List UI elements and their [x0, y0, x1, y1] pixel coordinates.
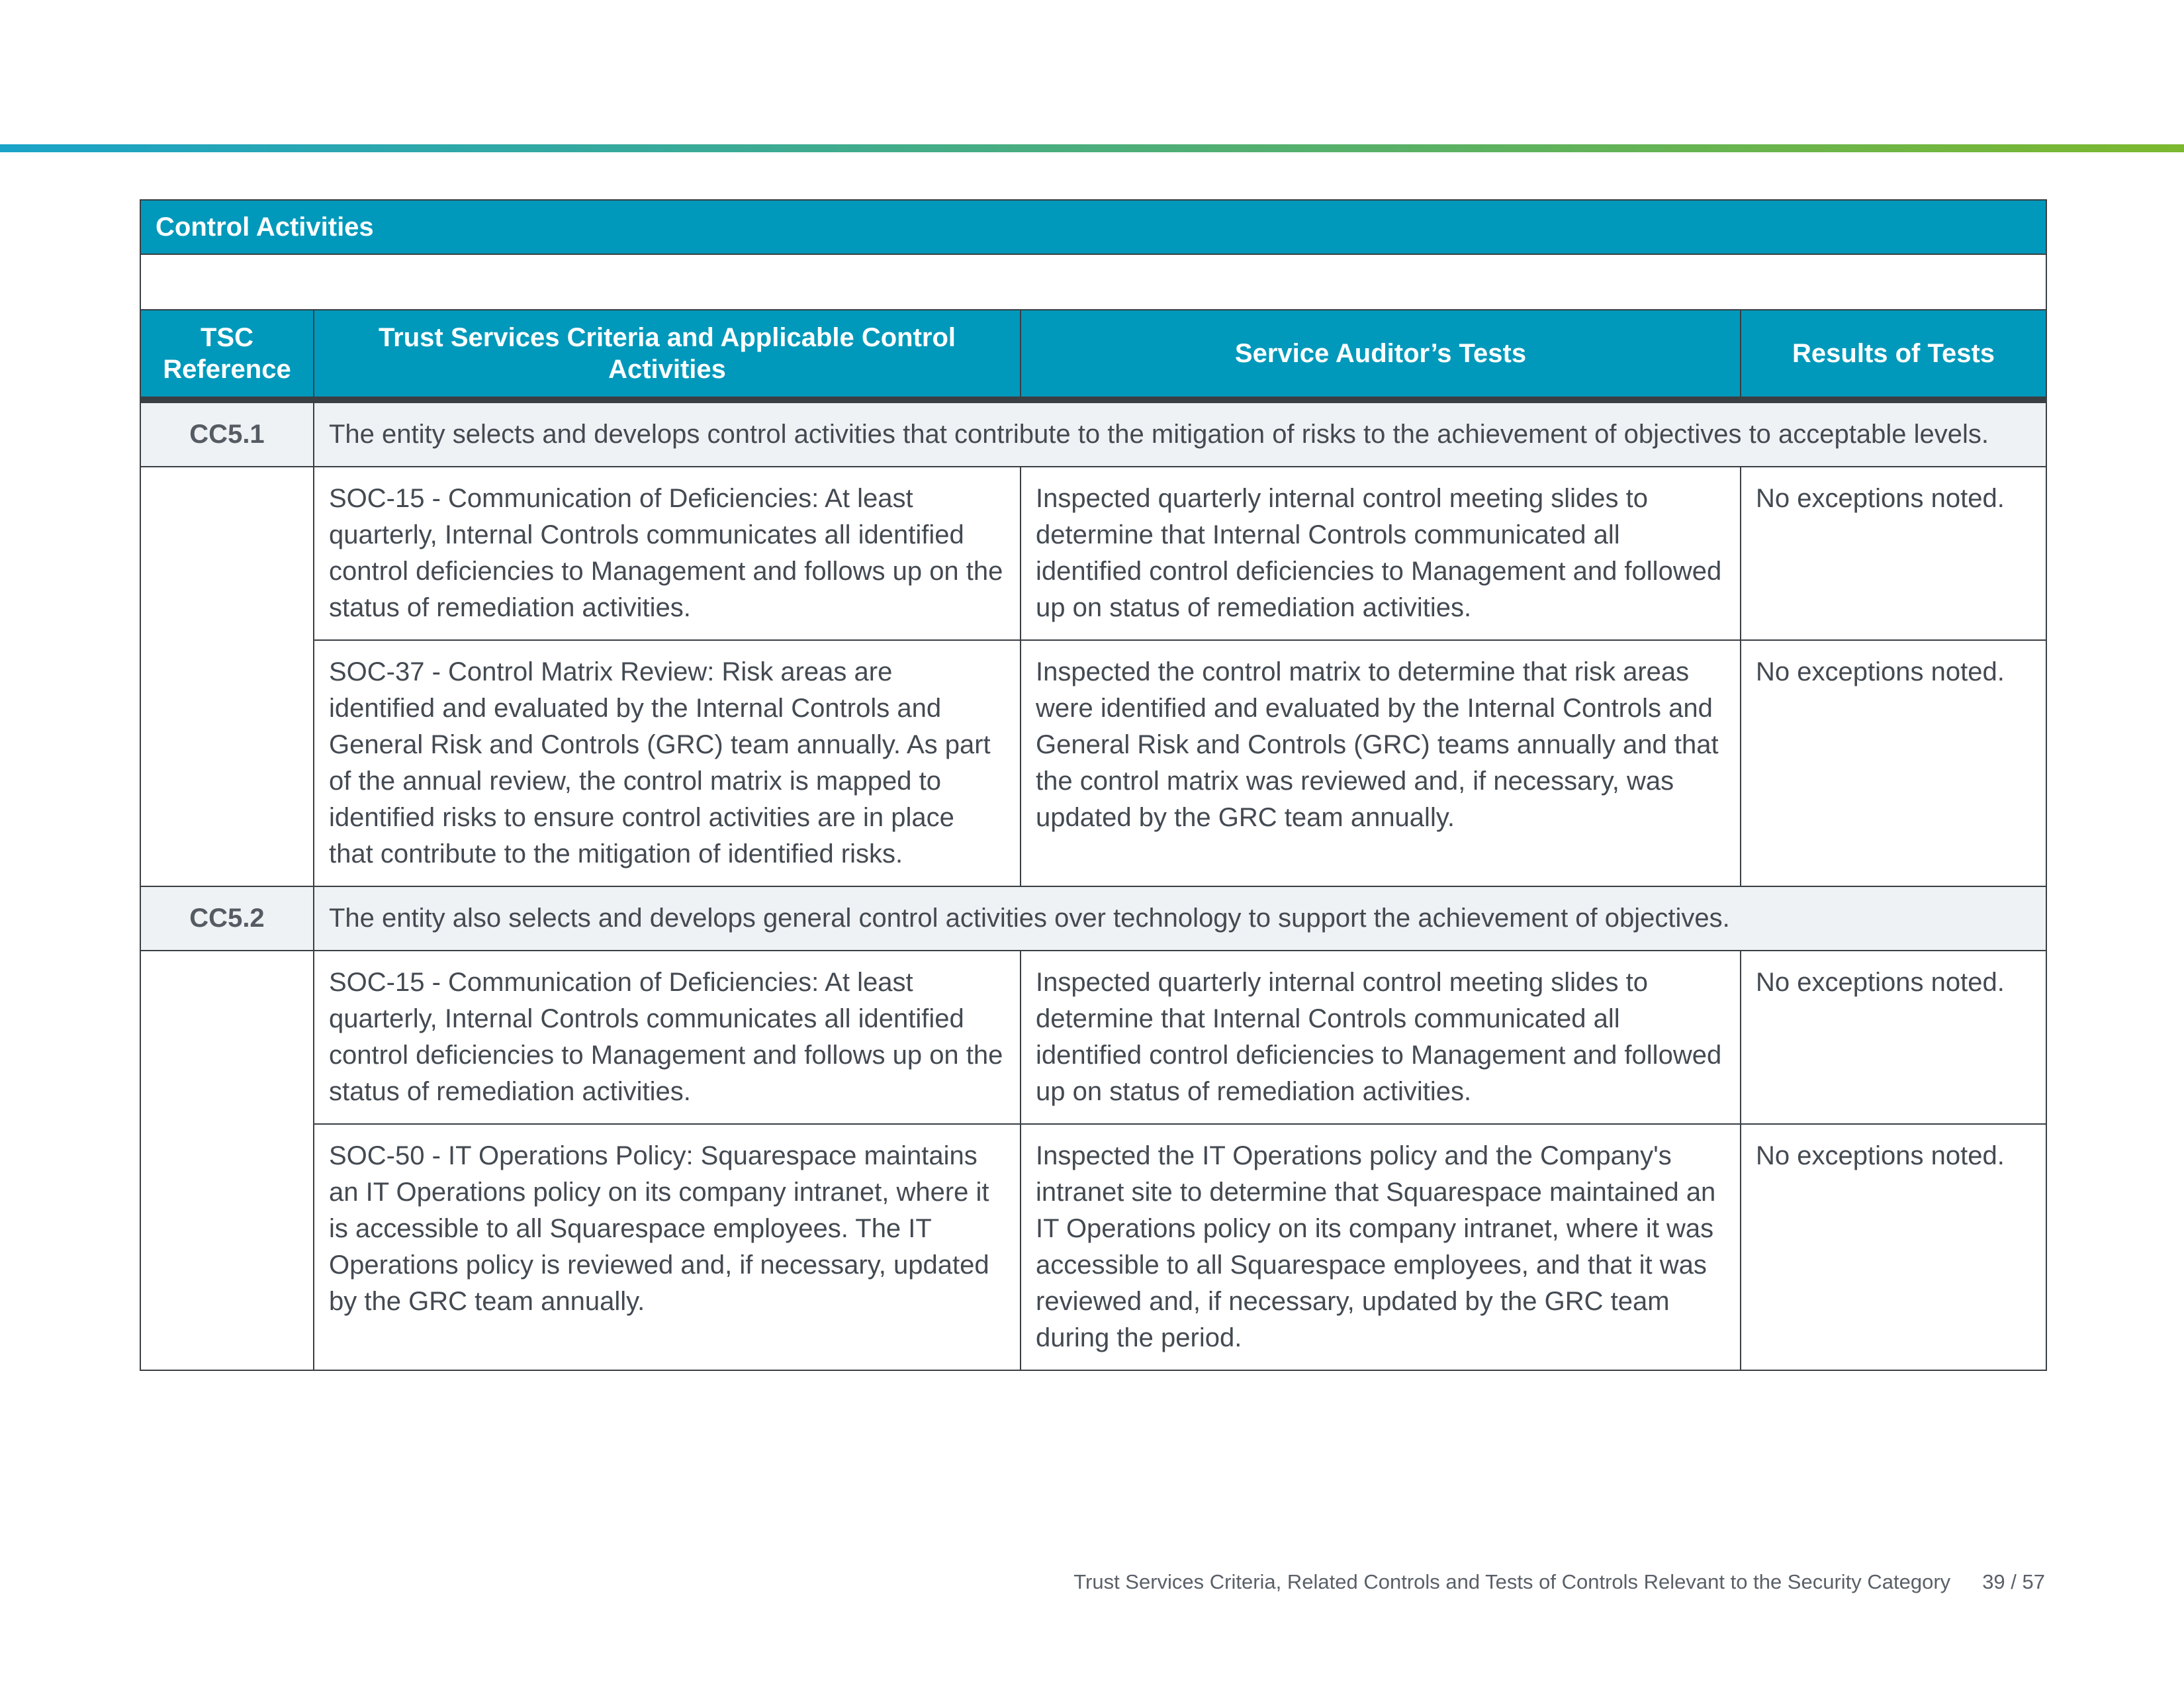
table-row	[140, 467, 2046, 640]
test-result: No exceptions noted.	[1741, 467, 2046, 640]
control-description: SOC-50 - IT Operations Policy: Squarespace maintains an IT Operations policy on its company intranet, where it is accessible to all Squarespace employees. The IT Operations policy is reviewed and, if necessary, updated by the GRC team annually.	[314, 1124, 1021, 1370]
empty-reference-cell	[140, 640, 314, 886]
auditor-test: Inspected quarterly internal control meeting slides to determine that Internal Controls communicated all identified control deficiencies to Management and followed up on status of remediation activities.	[1021, 951, 1741, 1124]
header-criteria: Trust Services Criteria and Applicable Control Activities	[314, 310, 1021, 400]
blank-cell	[140, 254, 2046, 310]
empty-reference-cell	[140, 951, 314, 1124]
criteria-row-cc5-1	[140, 400, 2046, 467]
column-header-row	[140, 310, 2046, 400]
empty-reference-cell	[140, 1124, 314, 1370]
control-description: SOC-15 - Communication of Deficiencies: At least quarterly, Internal Controls communicates all identified control deficiencies to Management and follows up on the status of remediation activities.	[314, 467, 1021, 640]
header-tsc-reference: TSC Reference	[140, 310, 314, 400]
table-row	[140, 1124, 2046, 1370]
page-number: 39 / 57	[1982, 1570, 2045, 1593]
criteria-text: The entity also selects and develops general control activities over technology to support the achievement of objectives.	[314, 886, 2046, 951]
table-title: Control Activities	[140, 200, 2046, 254]
control-activities-table	[140, 199, 2047, 1371]
auditor-test: Inspected the control matrix to determine that risk areas were identified and evaluated by the Internal Controls and General Risk and Controls (GRC) teams annually and that the control matrix was reviewed and, if necessary, was updated by the GRC team annually.	[1021, 640, 1741, 886]
control-description: SOC-37 - Control Matrix Review: Risk areas are identified and evaluated by the Internal Controls and General Risk and Controls (GRC) team annually. As part of the annual review, the control matrix is mapped to identified risks to ensure control activities are in place that contribute to the mitigation of identified risks.	[314, 640, 1021, 886]
tsc-reference: CC5.2	[140, 886, 314, 951]
table-row	[140, 640, 2046, 886]
table-title-row	[140, 200, 2046, 254]
footer-title: Trust Services Criteria, Related Controls and Tests of Controls Relevant to the Security Category	[1073, 1570, 1951, 1593]
empty-reference-cell	[140, 467, 314, 640]
header-results: Results of Tests	[1741, 310, 2046, 400]
header-auditor-tests: Service Auditor’s Tests	[1021, 310, 1741, 400]
test-result: No exceptions noted.	[1741, 1124, 2046, 1370]
top-gradient-rule	[0, 144, 2184, 152]
page-footer	[1073, 1570, 2045, 1594]
tsc-reference: CC5.1	[140, 400, 314, 467]
test-result: No exceptions noted.	[1741, 951, 2046, 1124]
criteria-text: The entity selects and develops control activities that contribute to the mitigation of risks to the achievement of objectives to acceptable levels.	[314, 400, 2046, 467]
table-row	[140, 951, 2046, 1124]
control-description: SOC-15 - Communication of Deficiencies: At least quarterly, Internal Controls communicates all identified control deficiencies to Management and follows up on the status of remediation activities.	[314, 951, 1021, 1124]
blank-spacer-row	[140, 254, 2046, 310]
auditor-test: Inspected quarterly internal control meeting slides to determine that Internal Controls communicated all identified control deficiencies to Management and followed up on status of remediation activities.	[1021, 467, 1741, 640]
test-result: No exceptions noted.	[1741, 640, 2046, 886]
auditor-test: Inspected the IT Operations policy and the Company's intranet site to determine that Squarespace maintained an IT Operations policy on its company intranet, where it was accessible to all Squarespace employees, and that it was reviewed and, if necessary, updated by the GRC team during the period.	[1021, 1124, 1741, 1370]
criteria-row-cc5-2	[140, 886, 2046, 951]
